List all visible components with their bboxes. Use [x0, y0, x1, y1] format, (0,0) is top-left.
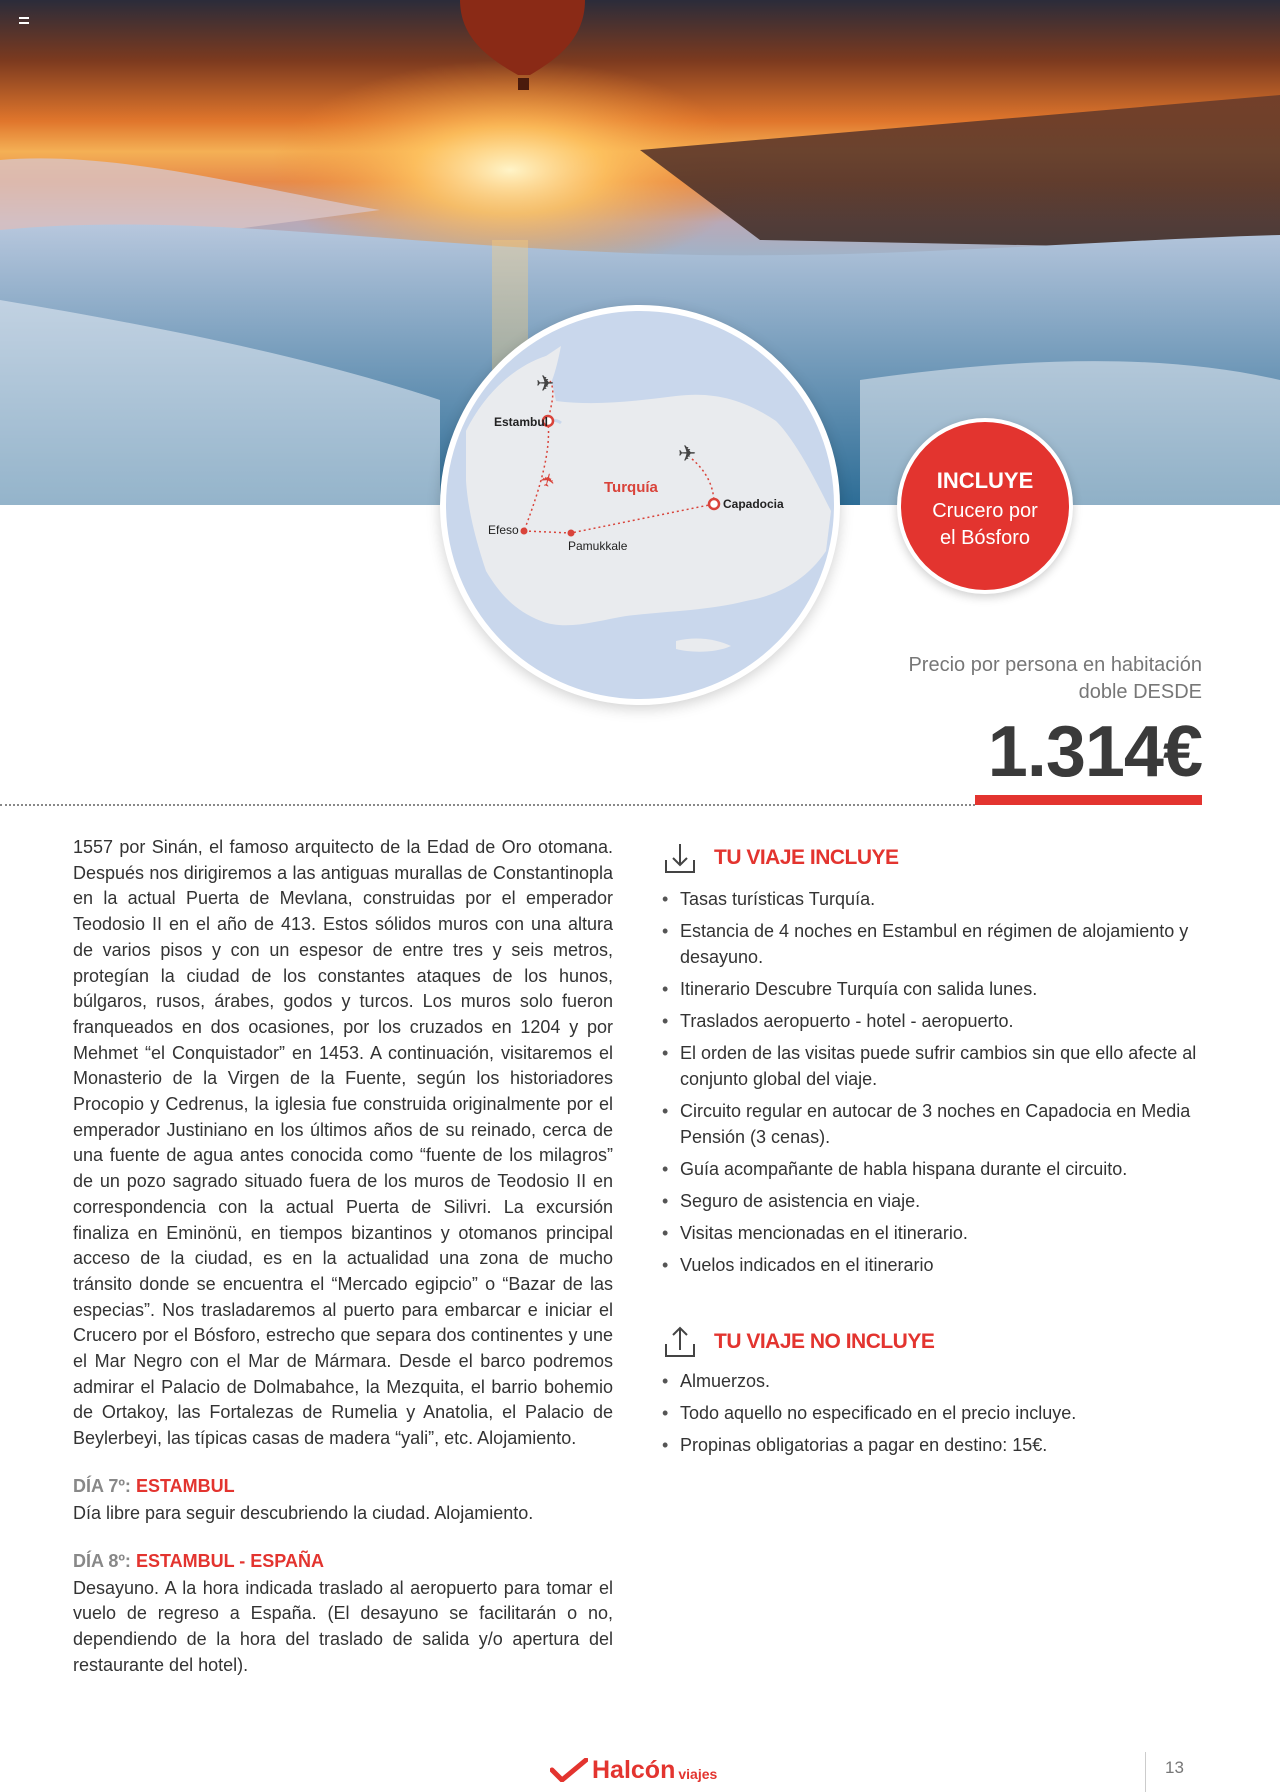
price-label: Precio por persona en habitación doble DESDE — [908, 654, 1202, 703]
list-item: • Estancia de 4 noches en Estambul en régimen de alojamiento y desayuno. — [660, 918, 1205, 970]
map-label-country: Turquía — [604, 479, 658, 496]
svg-text:✈: ✈ — [536, 470, 561, 491]
map-pin — [521, 528, 528, 535]
plane-icon — [536, 372, 554, 397]
day-place: ESTAMBUL - ESPAÑA — [135, 1550, 324, 1571]
includes-list — [660, 886, 1205, 1278]
list-item: • Tasas turísticas Turquía. — [660, 886, 1205, 912]
list-item: • El orden de las visitas puede sufrir cambios sin que ello afecte al conjunto global del viaje. — [660, 1040, 1205, 1092]
plane-icon — [678, 442, 696, 467]
day-number: DÍA 8º: — [73, 1550, 131, 1571]
logo-subtext: viajes — [678, 1766, 718, 1782]
includes-badge — [897, 418, 1073, 594]
day-7-heading — [73, 1476, 613, 1497]
svg-text:✈: ✈ — [678, 442, 697, 467]
map-label-efeso: Efeso — [488, 523, 519, 537]
day-8-text: Desayuno. A la hora indicada traslado al aeropuerto para tomar el vuelo de regreso a España. (El desayuno se facilitarán o no, dependiendo de la hora del traslado de salida y/o apertura del restaurante del hotel). — [73, 1577, 613, 1675]
upload-icon — [660, 1322, 700, 1362]
route-map — [440, 305, 840, 705]
price-underline — [975, 795, 1202, 805]
itinerary-column — [73, 835, 613, 1678]
includes-title: TU VIAJE INCLUYE — [714, 846, 899, 869]
list-item: • Circuito regular en autocar de 3 noches en Capadocia en Media Pensión (3 cenas). — [660, 1098, 1205, 1150]
map-label-pamukkale: Pamukkale — [568, 539, 628, 553]
download-icon — [660, 838, 700, 878]
day-8-heading — [73, 1551, 613, 1572]
excludes-heading — [660, 1322, 1205, 1362]
price-value: 1.314€ — [987, 712, 1202, 792]
inclusions-column — [660, 838, 1205, 1464]
includes-heading — [660, 838, 1205, 878]
itinerary-text: 1557 por Sinán, el famoso arquitecto de la Edad de Oro otomana. Después nos dirigiremos a las antiguas murallas de Constantinopla en la actual Puerta de Mevlana, construidas por el emperador Teodosio II en el año de 413. Estos sólidos muros con una altura de varios pisos y con un espesor de entre tres y seis metros, protegían la ciudad de los constantes ataques de los hunos, búlgaros, rusos, árabes, godos y turcos. Los muros solo fueron franqueados en dos ocasiones, por los cruzados en 1204 y por Mehmet “el Conquistador” en 1453. A continuación, visitaremos el Monasterio de la Virgen de la Fuente, según los historiadores Procopio y Cedrenus, la iglesia fue construida originalmente por el emperador Justiniano en los últimos años de su reinado, cerca de una fuente de agua antes conocida como “fuente de los milagros” de un pozo sagrado situado fuera de los muros de Teodosio II en correspondencia con la actual Puerta de Silivri. La excursión finaliza en Eminönü, en tiempos bizantinos y otomanos principal acceso de la ciudad, es en la actualidad una zona de mucho tránsito donde se encuentra el “Mercado egipcio” o “Bazar de las especias”. Nos trasladaremos al puerto para embarcar e iniciar el Crucero por el Bósforo, estrecho que separa dos continentes y une el Mar Negro con el Mar de Mármara. Desde el barco podremos admirar el Palacio de Dolmabahce, la Mezquita, el barrio bohemio de Ortakoy, las Fortalezas de Rumelia y Anatolia, el Palacio de Beylerbeyi, las típicas casas de madera “yali”, etc. Alojamiento. — [73, 837, 613, 1449]
excludes-title: TU VIAJE NO INCLUYE — [714, 1330, 935, 1353]
list-item: • Visitas mencionadas en el itinerario. — [660, 1220, 1205, 1246]
list-item: • Traslados aeropuerto - hotel - aeropuerto. — [660, 1008, 1205, 1034]
page-number: 13 — [1145, 1752, 1203, 1792]
menu-icon[interactable] — [19, 17, 29, 24]
list-item: • Todo aquello no especificado en el precio incluye. — [660, 1400, 1205, 1426]
list-item: • Propinas obligatorias a pagar en destino: 15€. — [660, 1432, 1205, 1458]
list-item: • Vuelos indicados en el itinerario — [660, 1252, 1205, 1278]
list-item: • Itinerario Descubre Turquía con salida lunes. — [660, 976, 1205, 1002]
list-item: • Seguro de asistencia en viaje. — [660, 1188, 1205, 1214]
list-item: • Guía acompañante de habla hispana durante el circuito. — [660, 1156, 1205, 1182]
day-7-text: Día libre para seguir descubriendo la ciudad. Alojamiento. — [73, 1502, 534, 1523]
excludes-list — [660, 1368, 1205, 1458]
map-label-istanbul: Estambul — [494, 415, 549, 429]
map-pin — [709, 499, 719, 509]
svg-text:✈: ✈ — [536, 372, 555, 397]
logo-text: Halcón — [592, 1755, 676, 1784]
day-number: DÍA 7º: — [73, 1475, 131, 1496]
list-item: • Almuerzos. — [660, 1368, 1205, 1394]
divider — [0, 804, 975, 806]
map-label-capadocia: Capadocia — [723, 497, 784, 511]
badge-text: Crucero por el Bósforo — [932, 500, 1038, 549]
checkmark-logo-icon — [550, 1758, 588, 1782]
day-place: ESTAMBUL — [135, 1475, 235, 1496]
map-pin — [568, 530, 575, 537]
badge-title: INCLUYE — [936, 468, 1034, 493]
brand-logo[interactable] — [550, 1755, 717, 1785]
